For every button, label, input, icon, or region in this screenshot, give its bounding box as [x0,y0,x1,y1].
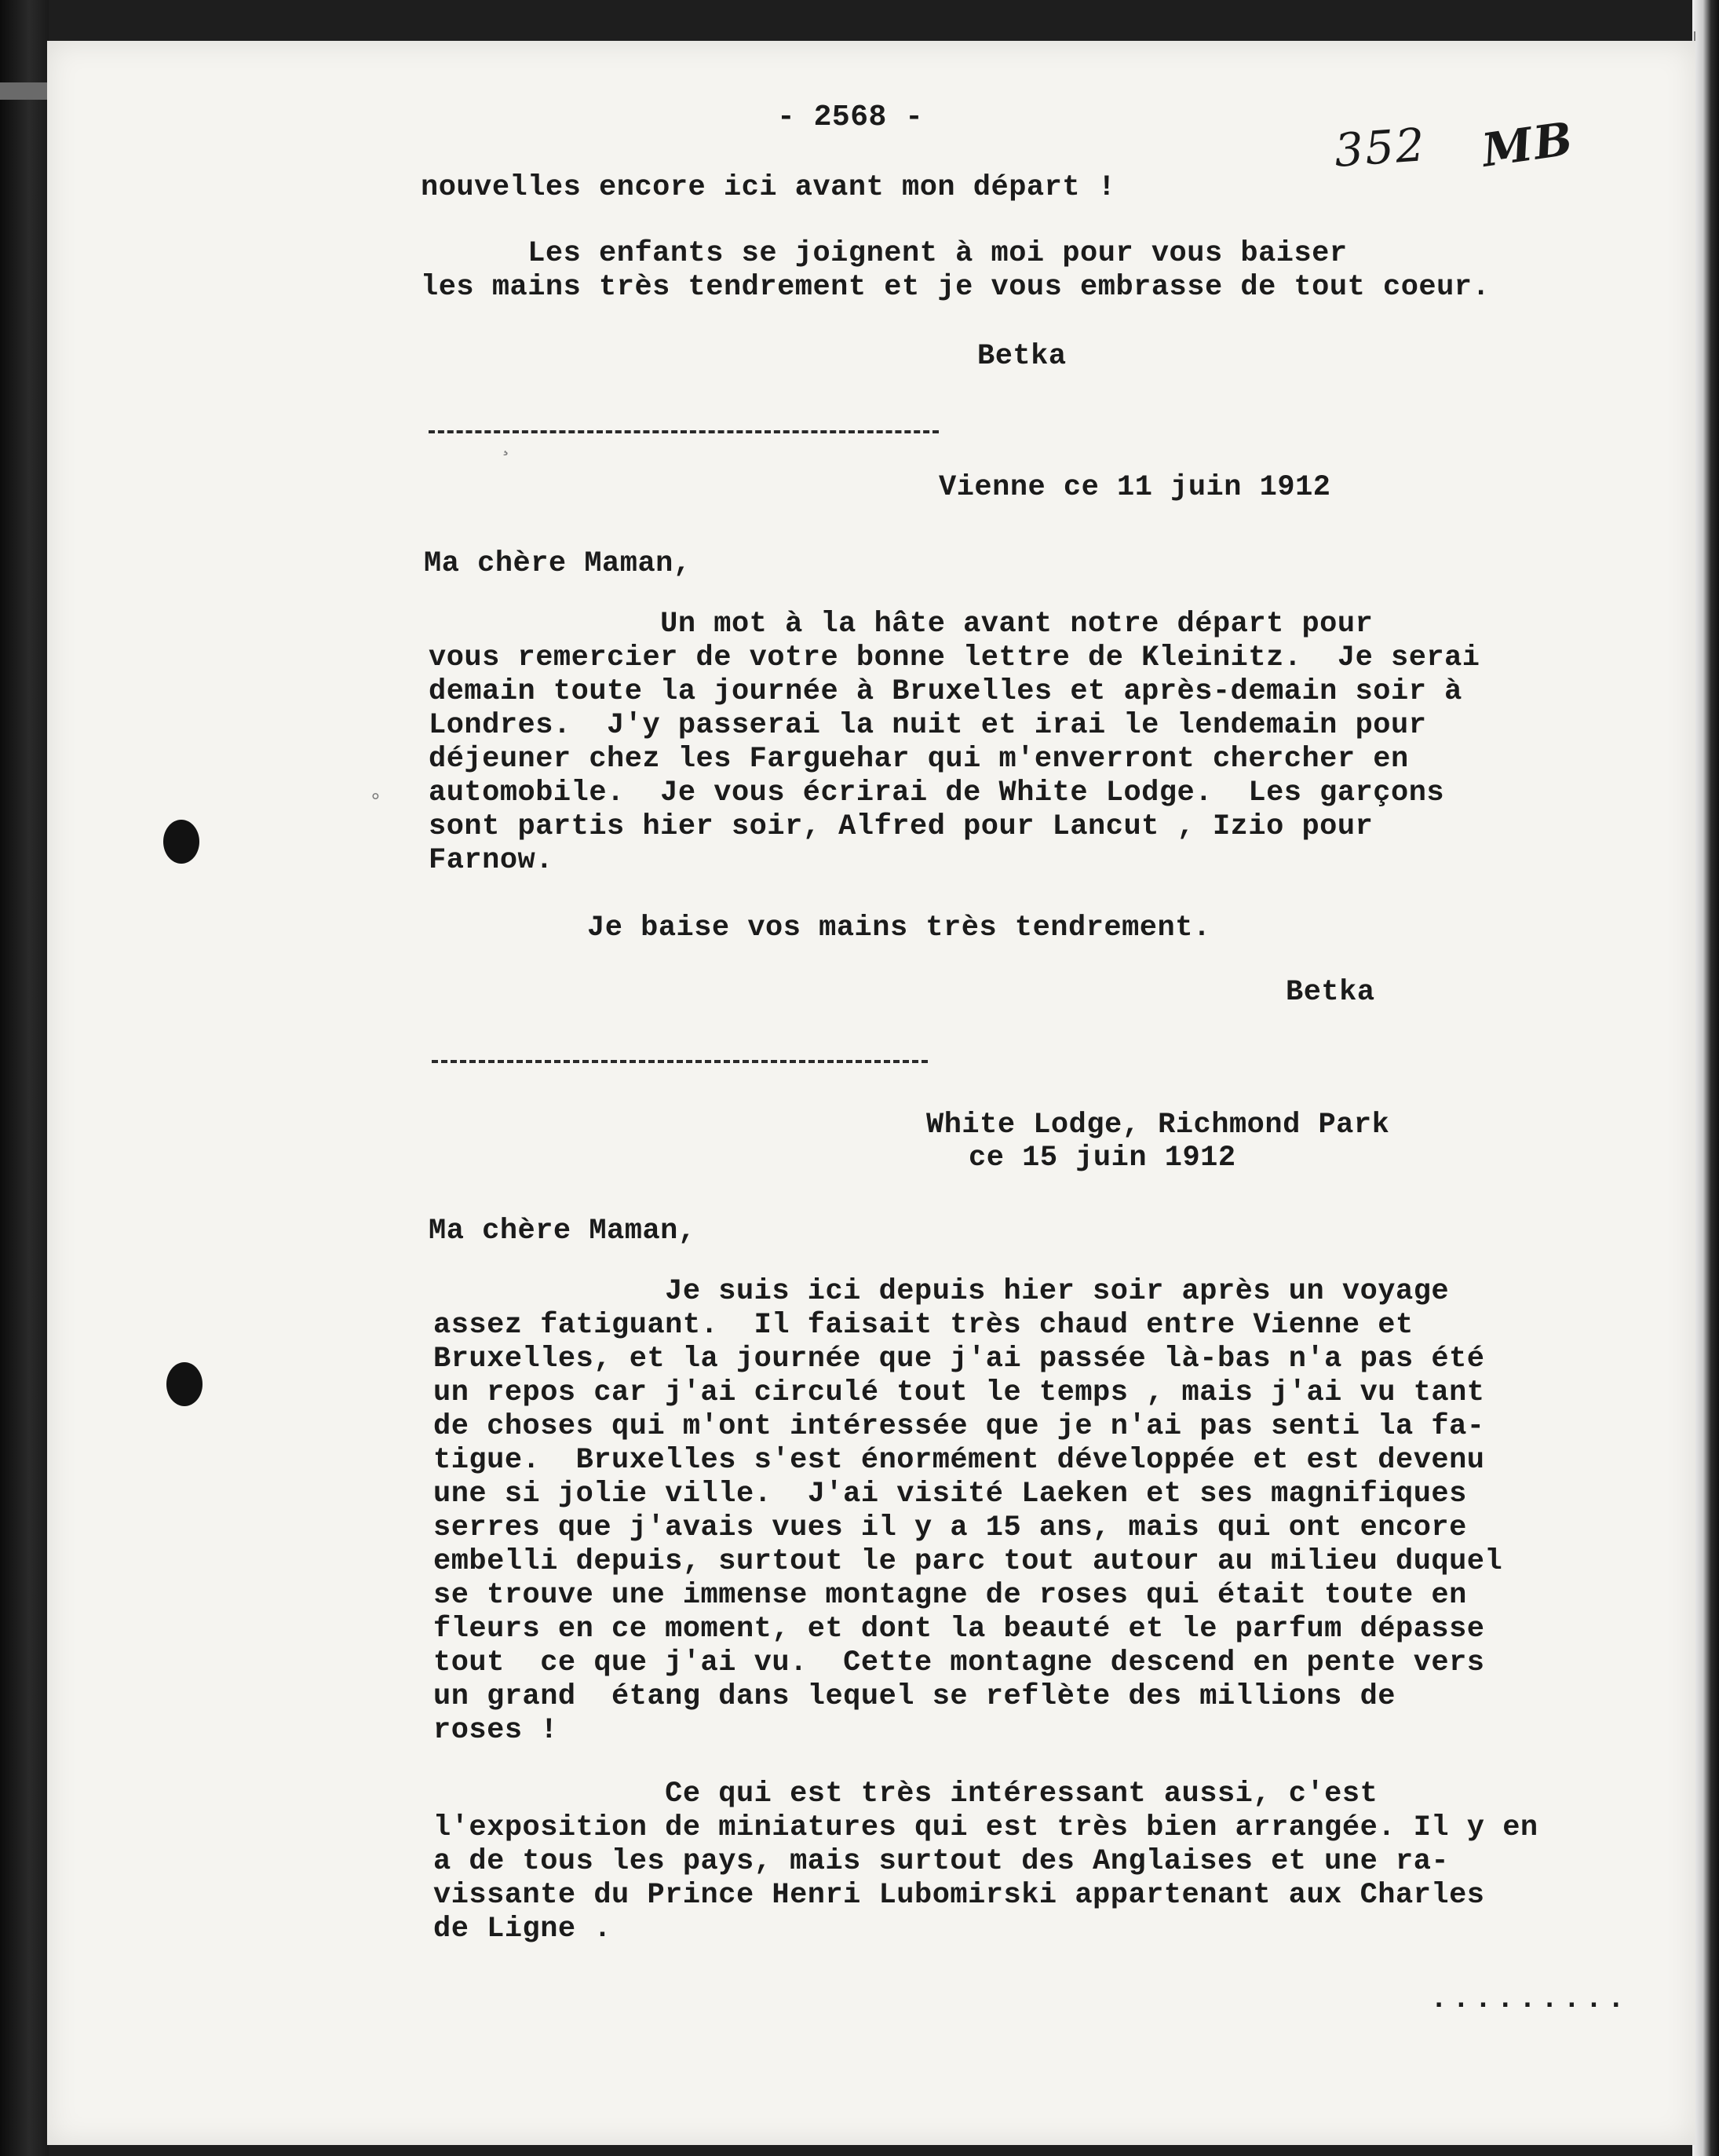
scan-right-edge [1692,0,1719,2156]
letter2-body: Un mot à la hâte avant notre départ pour vous remercier de votre bonne lettre de Kleinitz. Je serai demain toute la journée à Bruxelles et après-demain soir à Londres. J'y passerai la nuit et irai le lendemain pour déjeuner chez les Farguehar qui m'enverront chercher en automobile. Je vous écrirai de White Lodge. Les garçons sont partis hier soir, Alfred pour Lancut , Izio pour Farnow. [429,608,1480,877]
punch-hole-top [163,820,199,864]
letter2-salutation: Ma chère Maman, [424,547,692,580]
letter1-carryover-line: nouvelles encore ici avant mon départ ! [421,171,1116,204]
letter3-paragraph-2: Ce qui est très intéressant aussi, c'est l'exposition de miniatures qui est très bien arrangée. Il y en a de tous les pays, mais surtout des Anglaises et une ra- vissante du Prince Henri Lubomirski appartenant aux Charles de Ligne . [433,1778,1538,1946]
paper-speck: ° [369,791,382,815]
letter2-signature: Betka [1286,976,1375,1009]
scan-left-edge [0,0,49,2156]
letter-separator-rule [429,430,939,433]
letter2-closing: Je baise vos mains très tendrement. [587,912,1211,945]
letter1-signature: Betka [977,340,1067,373]
paper-speck: ¸ [502,433,516,458]
letter2-place-date: Vienne ce 11 juin 1912 [939,471,1331,504]
letter3-place: White Lodge, Richmond Park [926,1109,1390,1142]
page-number: - 2568 - [777,100,924,134]
letter3-date: ce 15 juin 1912 [969,1142,1236,1175]
punch-hole-bottom [166,1362,203,1406]
letter-separator-rule [432,1060,928,1063]
handwritten-initials: MB [1478,111,1578,177]
letter3-paragraph-1: Je suis ici depuis hier soir après un voyage assez fatiguant. Il faisait très chaud entre Vienne et Bruxelles, et la journée que j'ai passée là-bas n'a pas été un repos car j'ai circulé tout le temps , mais j'ai vu tant de choses qui m'ont intéressée que je n'ai pas senti la fa- tigue. Bruxelles s'est énormément développée et est devenu une si jolie ville. J'ai visité Laeken et ses magnifiques serres que j'avais vues il y a 15 ans, mais qui ont encore embelli depuis, surtout le parc tout autour au milieu duquel se trouve une immense montagne de roses qui était toute en fleurs en ce moment, et dont la beauté et le parfum dépasse tout ce que j'ai vu. Cette montagne descend en pente vers un grand étang dans lequel se reflète des millions de roses ! [433,1275,1503,1747]
continuation-dots: ......... [1430,1983,1630,2016]
scan-edge-mark [0,82,49,100]
handwritten-folio-number: 352 [1332,118,1428,177]
letter1-closing: Les enfants se joignent à moi pour vous baiser les mains très tendrement et je vous embrasse de tout coeur. [421,237,1491,304]
letter3-salutation: Ma chère Maman, [429,1215,696,1248]
